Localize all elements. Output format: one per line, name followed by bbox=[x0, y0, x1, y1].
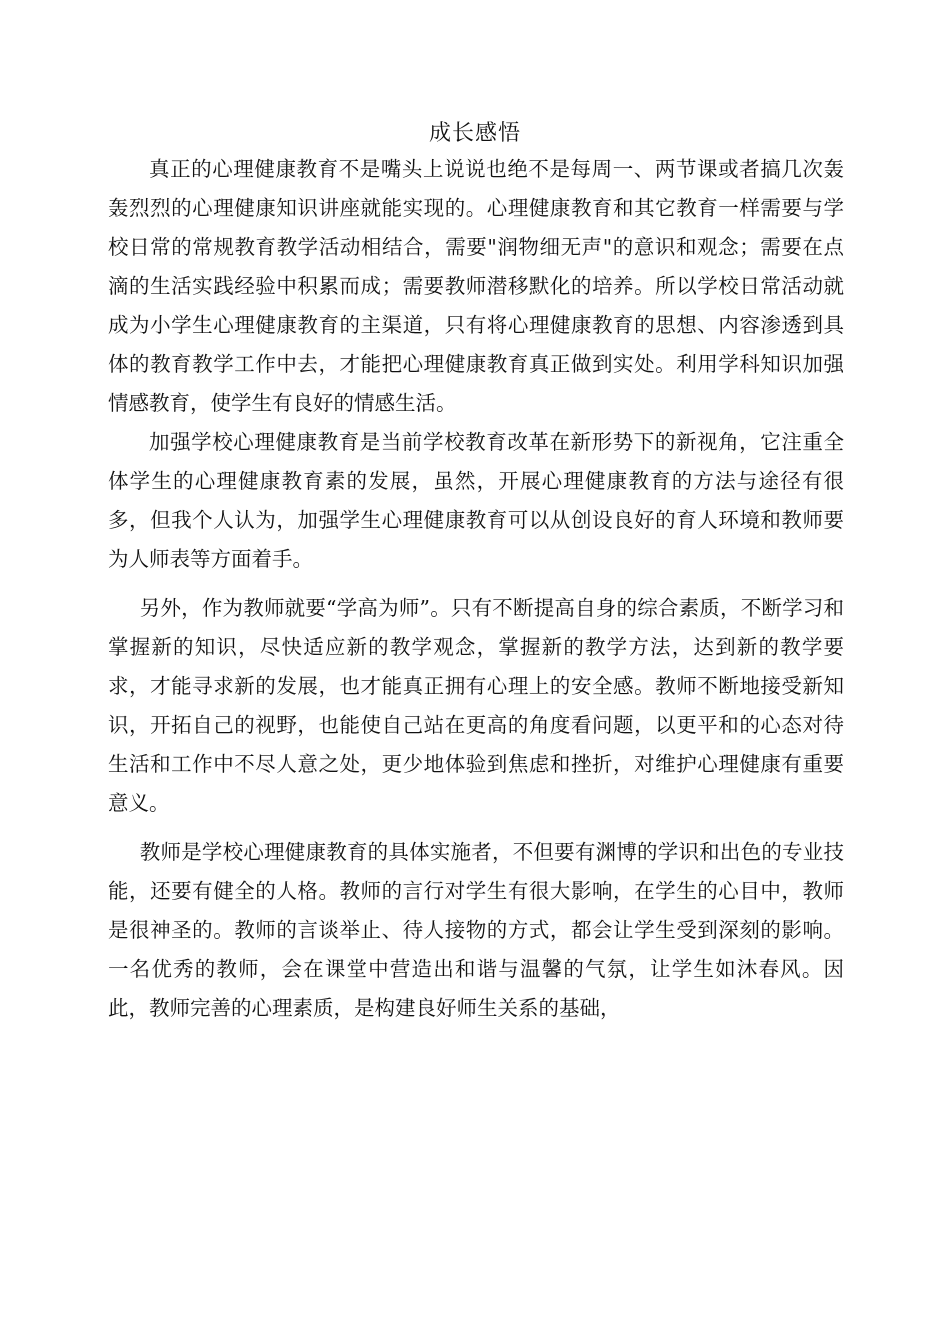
paragraph-4: 教师是学校心理健康教育的具体实施者，不但要有渊博的学识和出色的专业技能，还要有健全的人格。教师的言行对学生有很大影响，在学生的心目中，教师是很神圣的。教师的言谈举止、待人接物的方式，都会让学生受到深刻的影响。一名优秀的教师，会在课堂中营造出和谐与温馨的气氛，让学生如沐春风。因此，教师完善的心理素质，是构建良好师生关系的基础， bbox=[108, 840, 844, 1020]
document-title: 成长感悟 bbox=[428, 121, 521, 146]
paragraph-3: 另外，作为教师就要“学高为师”。只有不断提高自身的综合素质，不断学习和掌握新的知识，尽快适应新的教学观念，掌握新的教学方法，达到新的教学要求，才能寻求新的发展，也才能真正拥有心理上的安全感。教师不断地接受新知识，开拓自己的视野，也能使自己站在更高的角度看问题，以更平和的心态对待生活和工作中不尽人意之处，更少地体验到焦虑和挫折，对维护心理健康有重要意义。 bbox=[108, 596, 844, 815]
paragraph-2: 加强学校心理健康教育是当前学校教育改革在新形势下的新视角，它注重全体学生的心理健康教育素的发展，虽然，开展心理健康教育的方法与途径有很多，但我个人认为，加强学生心理健康教育可以从创设良好的育人环境和教师要为人师表等方面着手。 bbox=[108, 430, 844, 571]
document-body bbox=[108, 150, 844, 1028]
paragraph-1: 真正的心理健康教育不是嘴头上说说也绝不是每周一、两节课或者搞几次轰轰烈烈的心理健康知识讲座就能实现的。心理健康教育和其它教育一样需要与学校日常的常规教育教学活动相结合，需要"润物细无声"的意识和观念；需要在点滴的生活实践经验中积累而成；需要教师潜移默化的培养。所以学校日常活动就成为小学生心理健康教育的主渠道，只有将心理健康教育的思想、内容渗透到具体的教育教学工作中去，才能把心理健康教育真正做到实处。利用学科知识加强情感教育，使学生有良好的情感生活。 bbox=[108, 157, 844, 415]
